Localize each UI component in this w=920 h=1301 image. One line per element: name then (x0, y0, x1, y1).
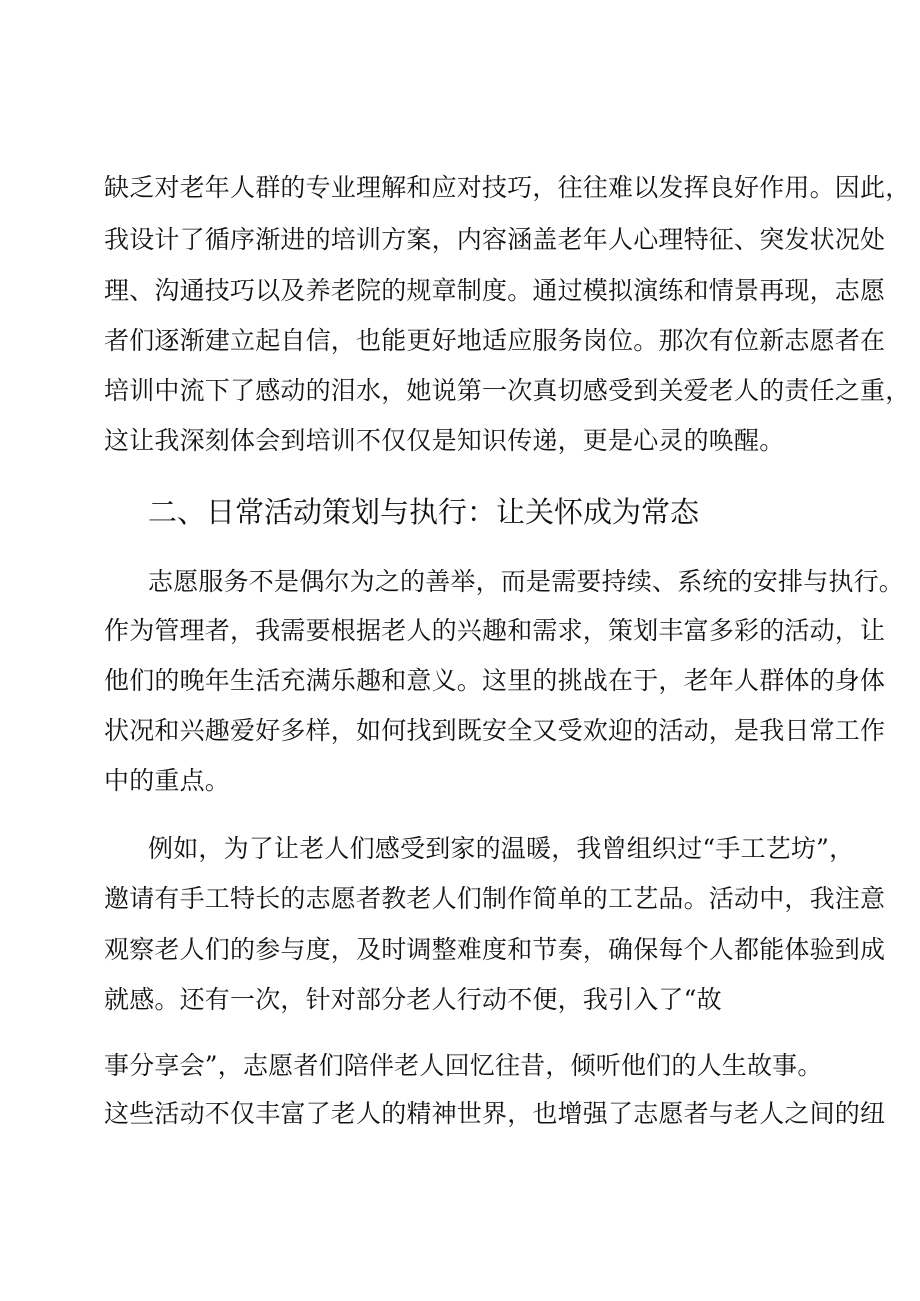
paragraph-line: 他们的晚年生活充满乐趣和意义。这里的挑战在于，老年人群体的身体 (104, 666, 886, 695)
paragraph-line: 缺乏对老年人群的专业理解和应对技巧，往往难以发挥良好作用。因此， (104, 173, 911, 202)
paragraph-line: 我设计了循序渐进的培训方案，内容涵盖老年人心理特征、突发状况处 (104, 225, 886, 254)
paragraph-line: 培训中流下了感动的泪水，她说第一次真切感受到关爱老人的责任之重， (104, 376, 911, 405)
paragraph-line: 这让我深刻体会到培训不仅仅是知识传递，更是心灵的唤醒。 (104, 426, 785, 455)
paragraph-line: 就感。还有一次，针对部分老人行动不便，我引入了“故 (104, 985, 722, 1014)
paragraph-line: 这些活动不仅丰富了老人的精神世界，也增强了志愿者与老人之间的纽 (104, 1099, 886, 1128)
paragraph-line: 理、沟通技巧以及养老院的规章制度。通过模拟演练和情景再现，志愿 (104, 276, 886, 305)
paragraph-line: 邀请有手工特长的志愿者教老人们制作简单的工艺品。活动中，我注意 (104, 884, 886, 913)
paragraph-line: 作为管理者，我需要根据老人的兴趣和需求，策划丰富多彩的活动，让 (104, 616, 886, 645)
section-heading: 二、日常活动策划与执行：让关怀成为常态 (148, 495, 700, 529)
paragraph-line: 者们逐渐建立起自信，也能更好地适应服务岗位。那次有位新志愿者在 (104, 326, 886, 355)
paragraph-line: 中的重点。 (104, 766, 231, 795)
paragraph-line: 状况和兴趣爱好多样，如何找到既安全又受欢迎的活动，是我日常工作 (104, 716, 886, 745)
paragraph-line: 观察老人们的参与度，及时调整难度和节奏，确保每个人都能体验到成 (104, 935, 886, 964)
paragraph-line: 例如，为了让老人们感受到家的温暖，我曾组织过“手工艺坊”， (148, 834, 855, 863)
paragraph-line: 志愿服务不是偶尔为之的善举，而是需要持续、系统的安排与执行。 (148, 567, 905, 596)
paragraph-line: 事分享会”，志愿者们陪伴老人回忆往昔，倾听他们的人生故事。 (104, 1051, 823, 1080)
